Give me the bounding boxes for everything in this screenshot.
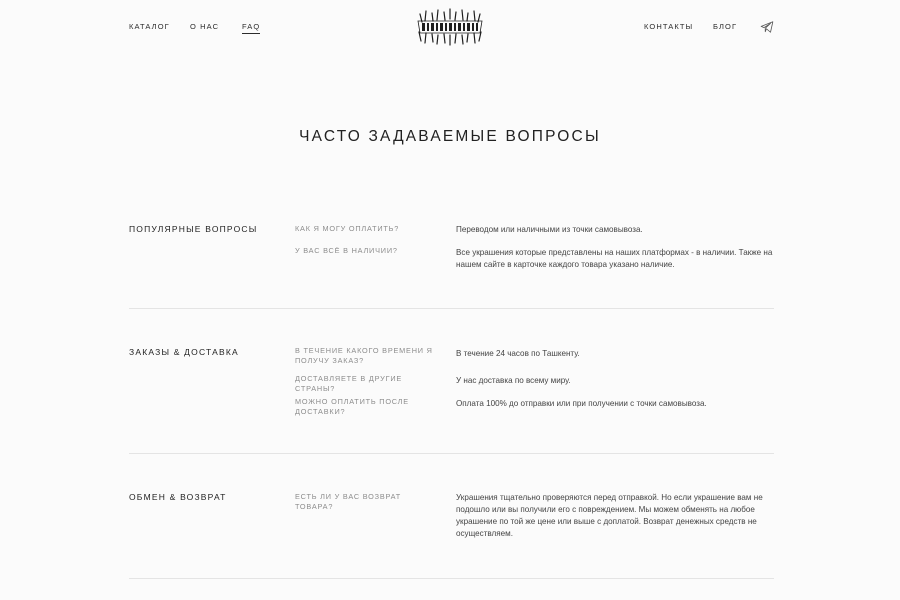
faq-answer: Все украшения которые представлены на наших платформах - в наличии. Также на нашем сайте в карточке каждого товара указано наличие. [456, 248, 773, 269]
nav-catalog-link[interactable]: КАТАЛОГ [129, 22, 170, 31]
faq-question[interactable]: У ВАС ВСЁ В НАЛИЧИИ? [295, 246, 398, 255]
faq-answer: Переводом или наличными из точки самовывоза. [456, 225, 643, 234]
section-divider [129, 453, 774, 454]
telegram-icon[interactable] [760, 20, 774, 34]
section-title: ЗАКАЗЫ & ДОСТАВКА [129, 347, 239, 357]
brand-logo-icon[interactable] [414, 8, 486, 46]
faq-section-orders-delivery [129, 347, 774, 447]
faq-answer: В течение 24 часов по Ташкенту. [456, 349, 580, 358]
faq-answer: Украшения тщательно проверяются перед отправкой. Но если украшение вам не подошло или вы получили его с повреждением. Мы можем обменять на любое украшение по той же цене или выше с доплатой. Возврат денежных средств не осуществляем. [456, 493, 763, 538]
page-title: ЧАСТО ЗАДАВАЕМЫЕ ВОПРОСЫ [299, 128, 601, 145]
nav-about-link[interactable]: О НАС [190, 22, 220, 31]
section-title: ОБМЕН & ВОЗВРАТ [129, 492, 227, 502]
section-title: ПОПУЛЯРНЫЕ ВОПРОСЫ [129, 224, 258, 234]
nav-contacts-link[interactable]: КОНТАКТЫ [644, 22, 694, 31]
nav-faq-link[interactable]: FAQ [242, 22, 260, 34]
nav-blog-link[interactable]: БЛОГ [713, 22, 738, 31]
faq-section-exchange-return [129, 492, 774, 572]
faq-question[interactable]: МОЖНО ОПЛАТИТЬ ПОСЛЕ ДОСТАВКИ? [295, 397, 409, 416]
faq-answer: Оплата 100% до отправки или при получении с точки самовывоза. [456, 399, 707, 408]
site-header [0, 0, 900, 56]
faq-question[interactable]: В ТЕЧЕНИЕ КАКОГО ВРЕМЕНИ Я ПОЛУЧУ ЗАКАЗ? [295, 346, 433, 365]
faq-section-popular [129, 224, 774, 304]
faq-answer: У нас доставка по всему миру. [456, 376, 571, 385]
section-divider [129, 578, 774, 579]
section-divider [129, 308, 774, 309]
faq-question[interactable]: ЕСТЬ ЛИ У ВАС ВОЗВРАТ ТОВАРА? [295, 492, 402, 511]
faq-question[interactable]: ДОСТАВЛЯЕТЕ В ДРУГИЕ СТРАНЫ? [295, 374, 403, 393]
faq-question[interactable]: КАК Я МОГУ ОПЛАТИТЬ? [295, 224, 400, 233]
